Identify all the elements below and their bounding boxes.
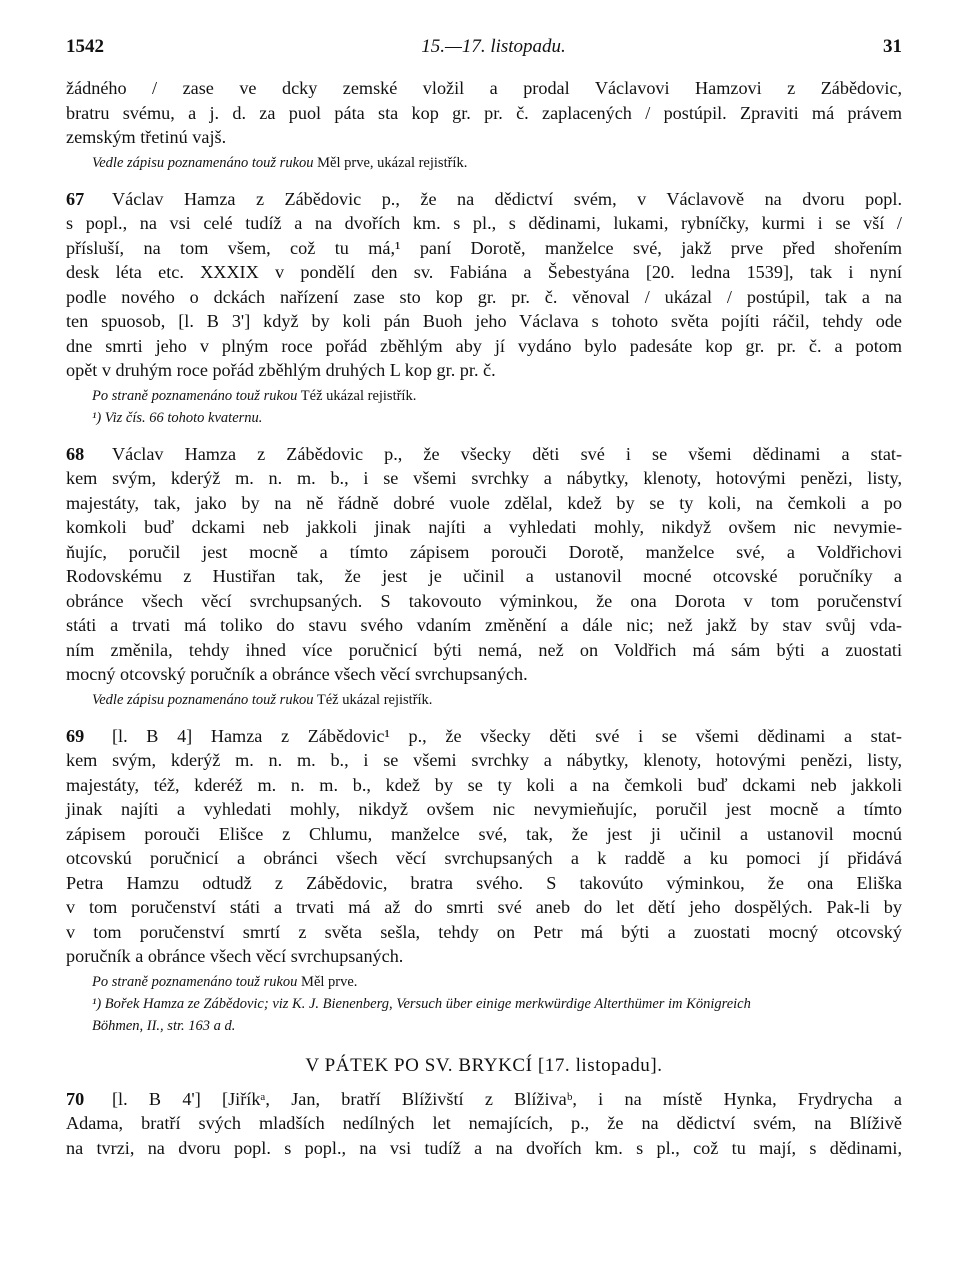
note-italic: Po straně poznamenáno touž rukou (92, 973, 298, 990)
footnote: ¹) Viz čís. 66 tohoto kvaternu. (92, 409, 263, 426)
text-line: kem svým, kderýž m. n. m. b., i se všemi svrchky a nábytky, klenoty, hotovými penězi, listy, (66, 468, 902, 488)
text-line: žádného / zase ve dcky zemské vložil a prodal Václavovi Hamzovi z Zábědovic, (66, 78, 902, 98)
marginal-note (92, 385, 902, 407)
entry-number: 69 (66, 725, 85, 746)
text-line: Adama, bratří svých mladších nedílných let nemajících, p., že na dědictví svém, na Blíživě (66, 1113, 902, 1133)
text-line: ten spuosob, [l. B 3'] když by koli pán Buoh jeho Václava s tohoto světa pojíti ráčil, tehdy ode (66, 311, 902, 331)
page-header (66, 36, 902, 76)
entry-number: 70 (66, 1088, 85, 1109)
footnote-line: Böhmen, II., str. 163 a d. (92, 1017, 236, 1034)
section-heading: V PÁTEK PO SV. BRYKCÍ [17. listopadu]. (305, 1054, 663, 1076)
text-line: poručník a obránce všech věcí svrchupsaných. (66, 946, 404, 966)
text-line: desk léta etc. XXXIX v pondělí den sv. Fabiána a Šebestyána [20. ledna 1539], tak i nyní (66, 262, 902, 282)
note-italic: Po straně poznamenáno touž rukou (92, 387, 298, 404)
text-line: Rodovskému z Hustiřan tak, že jest je učinil a ustanovil mocné otcovské poručníky a (66, 566, 902, 586)
text-line: mocný otcovský poručník a obránce všech věcí svrchupsaných. (66, 664, 528, 684)
note-text: Měl prve. (301, 973, 358, 990)
footnote (92, 993, 902, 1037)
entry-number: 68 (66, 443, 85, 464)
text-line: zápisem porouči Elišce z Chlumu, manželce své, tak, že jest ji učinil a ustanovil mocnú (66, 823, 902, 844)
text-line: přísluší, na tom všem, což tu má,¹ paní Dorotě, manželce své, jakž prve před shořením (66, 237, 902, 258)
text-line: podle nového o dckách nařízení zase sto kop gr. pr. č. věnoval / ukázal / postúpil, tak a na (66, 286, 902, 307)
marginal-note (92, 971, 902, 993)
text-line: [l. B 4'] [Jiříkᵃ, Jan, bratří Blíživští z Blíživaᵇ, i na místě Hynka, Frydrycha a (112, 1088, 902, 1109)
text-line: státi a trvati má toliko do stavu svého vdaním změnění a dále nic; než jakž by stav svůj vda- (66, 615, 902, 635)
entry-69 (66, 724, 902, 1037)
text-line: majestáty, tak, jako by na ně řádně dobré vuole zdělal, kdež by se ty koli, na čemkoli a po (66, 492, 902, 513)
entry-70 (66, 1087, 902, 1161)
note-text: Též ukázal rejistřík. (300, 387, 417, 404)
text-line: komkoli buď dckami neb jakkoli jinak najíti a vyhledati mohly, nikdyž ovšem nic nevymie- (66, 517, 902, 537)
text-line: kem svým, kderýž m. n. m. b., i se všemi svrchky a nábytky, klenoty, hotovými penězi, listy, (66, 750, 902, 770)
marginal-note (92, 152, 902, 174)
text-line: s popl., na vsi celé tudíž a na dvořích km. s pl., s dědinami, lukami, rybníčky, kurmi i se vší / (66, 213, 902, 233)
text-line: v tom poručenství smrtí z světa sešla, tehdy on Petr má býti a zuostati mocný otcovský (66, 921, 902, 942)
text-line: v tom poručenství státi a trvati má až do smrti své aneb do let dětí jeho dospělých. Pak-li by (66, 897, 902, 917)
text-line: otcovskú poručnicí a obránci všech věcí svrchupsaných a k raddě a ku pomoci jí přidává (66, 848, 902, 868)
text-line: obránce všech věcí svrchupsaných. S takovouto výminkou, že ona Dorota v tom poručenství (66, 590, 902, 611)
note-text: Měl prve, ukázal rejistřík. (317, 154, 468, 171)
entry-number: 67 (66, 188, 85, 209)
text-line: jinak najíti a vyhledati mohly, nikdyž ovšem nic nevymieňujíc, poručil jest mocně a tímto (66, 799, 902, 819)
text-line: dne smrti jeho v plným roce pořád zběhlým aby jí vydáno bylo padesáte kop gr. pr. č. a potom (66, 335, 902, 356)
text-line: [l. B 4] Hamza z Zábědovic¹ p., že všecky děti své i se všemi dědinami a stat- (112, 725, 902, 746)
entry-67 (66, 187, 902, 429)
entry-68 (66, 442, 902, 711)
note-italic: Vedle zápisu poznamenáno touž rukou (92, 691, 314, 708)
text-line: majestáty, též, kderéž m. n. m. b., kdež by se ty koli a na čemkoli buď dckami neb jakkoli (66, 774, 902, 795)
running-title: 15.—17. listopadu. (421, 36, 566, 57)
text-line: bratru svému, a j. d. za puol páta sta kop gr. pr. č. zaplacených / postúpil. Zpraviti má právem (66, 102, 902, 123)
text-line: Václav Hamza z Zábědovic p., že všecky děti své i se všemi dědinami a stat- (112, 443, 902, 464)
page-number: 31 (883, 36, 902, 57)
continuation-paragraph (66, 76, 902, 174)
footnote-line: ¹) Bořek Hamza ze Zábědovic; viz K. J. Bienenberg, Versuch über einige merkwürdige Alterthümer im Königreich (92, 995, 751, 1012)
text-line: opět v druhým roce pořád zběhlým druhých L kop gr. pr. č. (66, 360, 496, 380)
text-line: ňujíc, poručil jest mocně a tímto zápisem porouči Dorotě, manželce své, a Voldřichovi (66, 541, 902, 562)
text-line: Petra Hamzu odtudž z Zábědovic, bratra svého. S takovúto výminkou, že ona Eliška (66, 872, 902, 893)
note-italic: Vedle zápisu poznamenáno touž rukou (92, 154, 314, 171)
text-line: zemským třetinú vajš. (66, 127, 227, 147)
note-text: Též ukázal rejistřík. (316, 691, 433, 708)
text-line: Václav Hamza z Zábědovic p., že na dědictví svém, v Václavově na dvoru popl. (112, 188, 902, 209)
text-line: na tvrzi, na dvoru popl. s popl., na vsi tudíž a na dvořích km. s pl., což tu mají, s dědinami, (66, 1137, 902, 1158)
page-year: 1542 (66, 36, 104, 57)
marginal-note (92, 689, 902, 711)
text-line: ním změnila, tehdy ihned více poručnicí býti nemá, než on Voldřich má sám býti a zuostati (66, 639, 902, 660)
